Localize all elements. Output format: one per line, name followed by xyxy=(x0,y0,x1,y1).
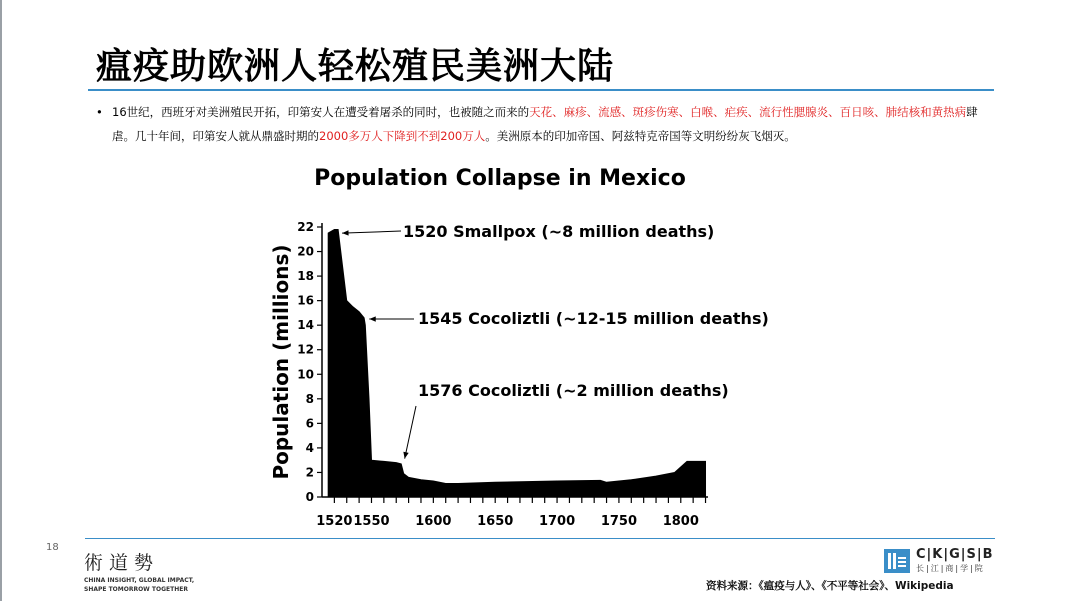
logo-left-glyphs: 術道勢 xyxy=(84,552,160,574)
y-tick-label-12: 12 xyxy=(297,342,314,357)
x-tick-label-1700: 1700 xyxy=(538,514,576,529)
bullet-suffix: 。美洲原本的印加帝国、阿兹特克帝国等文明纷纷灰飞烟灭。 xyxy=(485,129,796,143)
y-tick-label-18: 18 xyxy=(297,269,314,284)
logo-left xyxy=(84,548,224,593)
source-note: 资料来源：《瘟疫与人》、《不平等社会》、Wikipedia xyxy=(706,580,954,592)
logo-left-sub1: CHINA INSIGHT, GLOBAL IMPACT, xyxy=(84,577,195,584)
population-chart xyxy=(255,160,815,540)
x-tick-label-1600: 1600 xyxy=(415,514,452,529)
annotation-arrow-1 xyxy=(342,231,401,233)
bullet-diseases: 天花、麻疹、流感、斑疹伤寒、白喉、疟疾、流行性腮腺炎、百日咳、肺结核和黄热病 xyxy=(529,105,967,119)
slide-title: 瘟疫助欧洲人轻松殖民美洲大陆 xyxy=(96,46,615,87)
y-tick-label-0: 0 xyxy=(305,490,314,504)
bullet-paragraph xyxy=(96,100,996,148)
ckgsb-logo-cn: 长|江|商|学|院 xyxy=(916,564,985,573)
y-tick-label-20: 20 xyxy=(297,244,314,259)
y-tick-label-6: 6 xyxy=(305,416,314,431)
bullet-dot-icon: • xyxy=(96,105,103,119)
y-tick-label-8: 8 xyxy=(305,391,314,406)
y-tick-label-14: 14 xyxy=(297,318,314,333)
y-tick-label-16: 16 xyxy=(297,293,314,308)
x-tick-label-1550: 1550 xyxy=(353,514,390,529)
y-axis-label: Population (millions) xyxy=(269,244,293,480)
y-tick-label-22: 22 xyxy=(297,220,314,234)
left-border xyxy=(0,0,2,601)
annotation-arrowhead-2 xyxy=(369,316,375,321)
annotation-label-2: 1545 Cocoliztli (~12-15 million deaths) xyxy=(418,309,769,328)
footer-rule xyxy=(85,538,995,539)
y-tick-label-4: 4 xyxy=(305,440,314,455)
annotation-arrow-3 xyxy=(405,406,416,459)
y-tick-label-2: 2 xyxy=(305,465,314,480)
logo-left-sub2: SHAPE TOMORROW TOGETHER xyxy=(84,586,188,593)
annotation-label-3: 1576 Cocoliztli (~2 million deaths) xyxy=(418,381,729,400)
page-number: 18 xyxy=(46,542,59,553)
x-tick-label-1800: 1800 xyxy=(662,514,699,529)
chart-title: Population Collapse in Mexico xyxy=(314,166,686,191)
annotation-arrowhead-1 xyxy=(342,230,349,235)
ckgsb-logo xyxy=(884,547,994,575)
population-area xyxy=(328,230,705,498)
ckgsb-logo-en: C|K|G|S|B xyxy=(916,547,994,562)
annotation-label-1: 1520 Smallpox (~8 million deaths) xyxy=(403,222,715,241)
bullet-text xyxy=(112,100,996,148)
title-underline xyxy=(88,89,994,91)
y-tick-label-10: 10 xyxy=(297,367,314,382)
chart-svg xyxy=(255,160,815,540)
bullet-numbers: 2000多万人下降到不到200万人 xyxy=(319,129,486,143)
bullet-mid: 肆虐。几十年间，印第安人就从鼎盛时期的 xyxy=(112,105,978,143)
x-tick-label-1750: 1750 xyxy=(600,514,638,529)
annotation-arrowhead-3 xyxy=(403,452,408,459)
bullet-prefix: 16世纪，西班牙对美洲殖民开拓，印第安人在遭受着屠杀的同时，也被随之而来的 xyxy=(112,105,530,119)
x-tick-label-1520: 1520 xyxy=(316,514,353,529)
x-tick-label-1650: 1650 xyxy=(477,514,514,529)
ckgsb-mark-icon xyxy=(884,549,910,573)
